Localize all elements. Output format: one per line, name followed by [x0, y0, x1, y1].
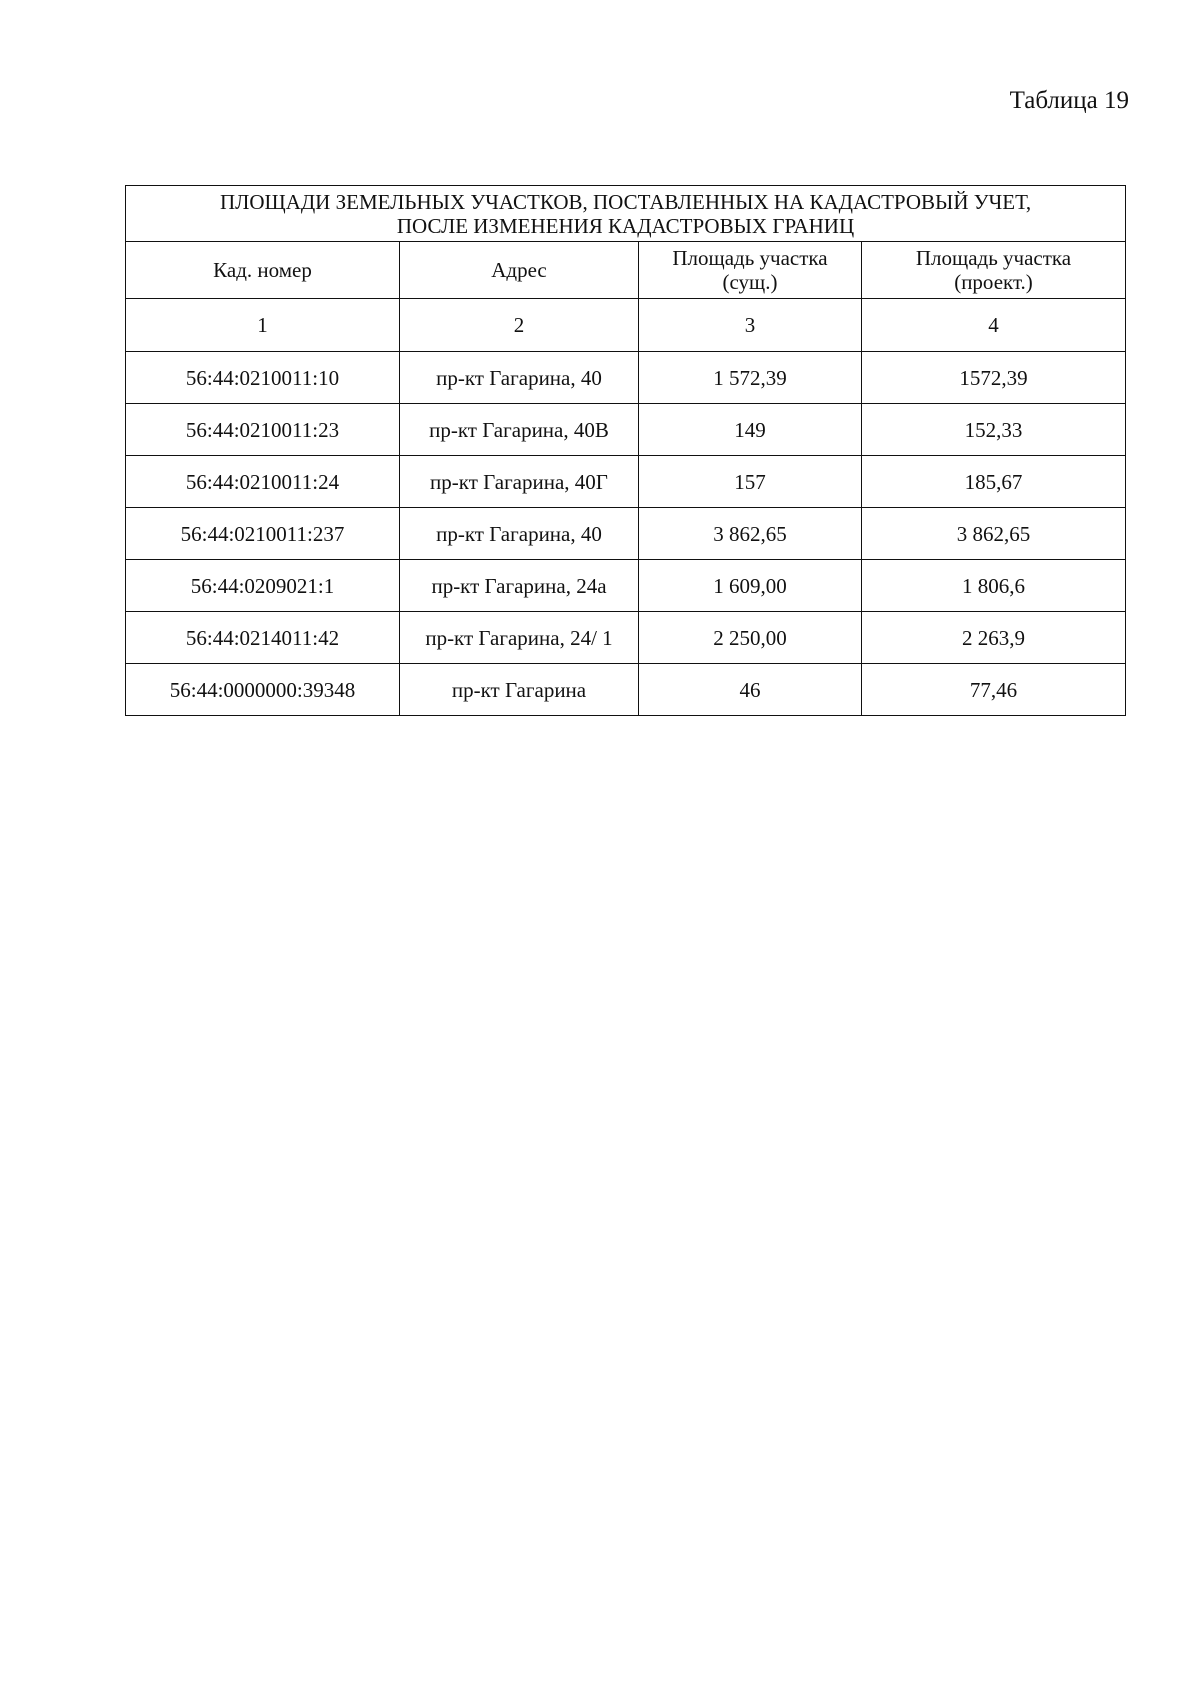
cell-cadastral-number: 56:44:0210011:24 [126, 456, 400, 508]
cell-area-project: 152,33 [862, 404, 1126, 456]
cell-address: пр-кт Гагарина [400, 664, 639, 716]
cell-area-project: 185,67 [862, 456, 1126, 508]
table-caption: Таблица 19 [1009, 87, 1129, 114]
header-area-project [862, 242, 1126, 299]
table-row [126, 664, 1126, 716]
cell-address: пр-кт Гагарина, 40 [400, 352, 639, 404]
land-areas-table [125, 185, 1126, 716]
header-line: Адрес [491, 258, 547, 282]
cell-cadastral-number: 56:44:0209021:1 [126, 560, 400, 612]
cell-area-existing: 149 [639, 404, 862, 456]
table-title-line-1: ПЛОЩАДИ ЗЕМЕЛЬНЫХ УЧАСТКОВ, ПОСТАВЛЕННЫХ НА КАДАСТРОВЫЙ УЧЕТ, [219, 189, 1032, 214]
cell-address: пр-кт Гагарина, 40В [400, 404, 639, 456]
cell-area-existing: 157 [639, 456, 862, 508]
cell-cadastral-number: 56:44:0214011:42 [126, 612, 400, 664]
header-address [400, 242, 639, 299]
table-title-line-2: ПОСЛЕ ИЗМЕНЕНИЯ КАДАСТРОВЫХ ГРАНИЦ [396, 213, 855, 238]
table-row [126, 404, 1126, 456]
column-number: 2 [400, 299, 639, 352]
cell-area-project: 3 862,65 [862, 508, 1126, 560]
cell-address: пр-кт Гагарина, 24/ 1 [400, 612, 639, 664]
column-number: 1 [126, 299, 400, 352]
cell-cadastral-number: 56:44:0210011:23 [126, 404, 400, 456]
cell-area-existing: 1 609,00 [639, 560, 862, 612]
table-row [126, 560, 1126, 612]
table-title [126, 186, 1126, 242]
header-area-existing [639, 242, 862, 299]
header-line: (проект.) [954, 270, 1033, 294]
column-number: 3 [639, 299, 862, 352]
header-line: Кад. номер [213, 258, 312, 282]
cell-area-project: 1 806,6 [862, 560, 1126, 612]
table-row [126, 508, 1126, 560]
cell-area-existing: 2 250,00 [639, 612, 862, 664]
table-row [126, 456, 1126, 508]
column-number-row [126, 299, 1126, 352]
cell-cadastral-number: 56:44:0210011:237 [126, 508, 400, 560]
column-header-row [126, 242, 1126, 299]
cell-cadastral-number: 56:44:0210011:10 [126, 352, 400, 404]
cell-address: пр-кт Гагарина, 40Г [400, 456, 639, 508]
table-title-row [126, 186, 1126, 242]
cell-area-existing: 46 [639, 664, 862, 716]
cell-address: пр-кт Гагарина, 40 [400, 508, 639, 560]
cell-area-project: 77,46 [862, 664, 1126, 716]
header-cadastral-number [126, 242, 400, 299]
cell-cadastral-number: 56:44:0000000:39348 [126, 664, 400, 716]
cell-area-existing: 3 862,65 [639, 508, 862, 560]
column-number: 4 [862, 299, 1126, 352]
cell-area-project: 2 263,9 [862, 612, 1126, 664]
header-line: Площадь участка [915, 246, 1072, 270]
table-row [126, 612, 1126, 664]
table-row [126, 352, 1126, 404]
header-line: Площадь участка [672, 246, 828, 270]
cell-area-existing: 1 572,39 [639, 352, 862, 404]
cell-area-project: 1572,39 [862, 352, 1126, 404]
cell-address: пр-кт Гагарина, 24а [400, 560, 639, 612]
header-line: (сущ.) [722, 270, 778, 294]
